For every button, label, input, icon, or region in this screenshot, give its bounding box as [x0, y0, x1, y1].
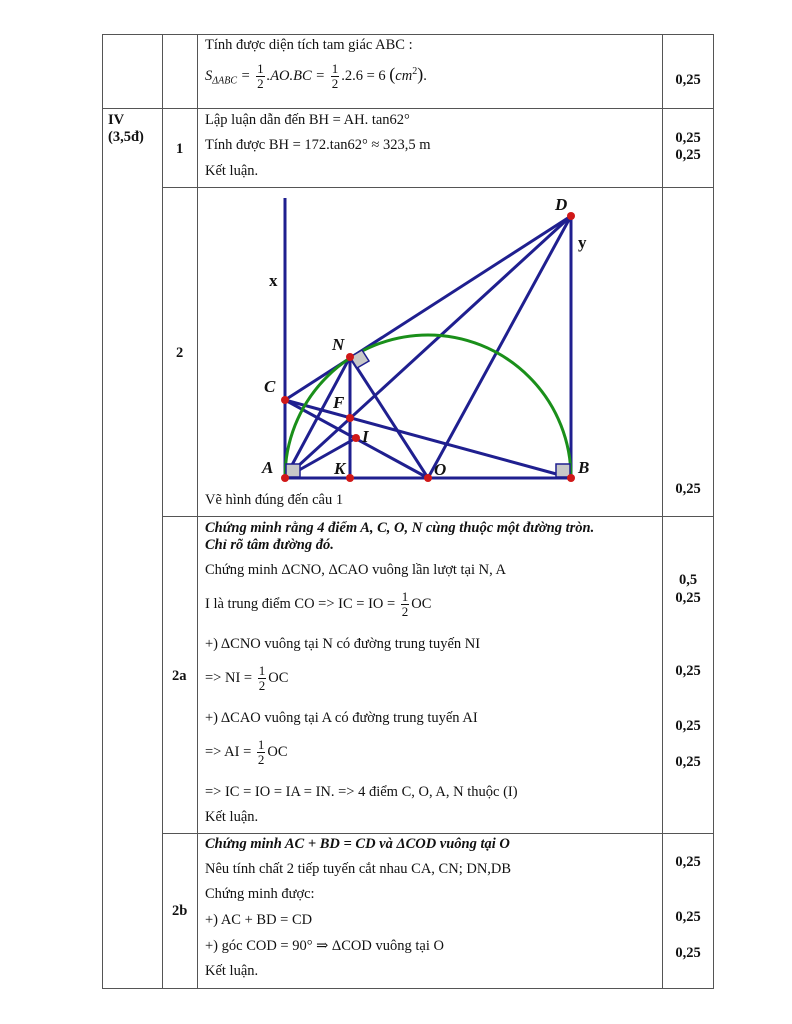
score: 0,25 — [675, 130, 701, 146]
segment-no — [350, 357, 428, 478]
label-o: O — [434, 460, 447, 479]
col-divider-2 — [197, 34, 198, 989]
score: 0,25 — [675, 590, 701, 606]
point-c — [281, 396, 289, 404]
score: 0,25 — [675, 945, 701, 961]
part2a-line: +) ΔCNO vuông tại N có đường trung tuyến NI — [205, 636, 481, 652]
label-f: F — [333, 393, 345, 412]
part2a-line: => NI = $\frac{1}{2}$ OC — [205, 663, 289, 693]
point-b — [567, 474, 575, 482]
row-divider-iv — [102, 108, 714, 109]
point-d — [567, 212, 575, 220]
label-i: I — [362, 427, 369, 446]
part-number: 2a — [172, 668, 187, 684]
part-number: 2 — [176, 345, 184, 361]
semicircle-arc — [285, 335, 571, 478]
col-divider-3 — [662, 34, 663, 989]
part2b-line: +) AC + BD = CD — [205, 912, 313, 928]
score: 0,25 — [675, 481, 701, 497]
part2a-line: => AI = $\frac{1}{2}$ OC — [205, 737, 288, 767]
label-n: N — [332, 335, 345, 354]
part1-line: Kết luận. — [205, 163, 259, 179]
label-k: K — [334, 459, 346, 478]
part2a-line: Kết luận. — [205, 809, 259, 825]
label-y: y — [578, 233, 587, 252]
label-b: B — [578, 458, 590, 477]
part2b-line: Chứng minh được: — [205, 886, 315, 902]
part2a-line: +) ΔCAO vuông tại A có đường trung tuyến AI — [205, 710, 478, 726]
point-k — [346, 474, 354, 482]
row-divider-2 — [162, 187, 714, 188]
label-d: D — [555, 195, 568, 214]
score: 0,25 — [675, 754, 701, 770]
score: 0,25 — [675, 718, 701, 734]
part1-line: Lập luận dẫn đến BH = AH. tan62° — [205, 112, 410, 128]
score: 0,25 — [675, 147, 701, 163]
part2a-title: Chứng minh rằng 4 điểm A, C, O, N cùng thuộc một đường tròn. — [205, 520, 595, 536]
figure-caption: Vẽ hình đúng đến câu 1 — [205, 492, 344, 508]
geometry-figure — [200, 190, 600, 495]
right-angle-a — [286, 464, 300, 477]
row-divider-2b — [162, 833, 714, 834]
geometry-diagram — [200, 190, 600, 490]
part2a-line: => IC = IO = IA = IN. => 4 điểm C, O, A, N thuộc (I) — [205, 784, 518, 800]
part2a-line: I là trung điểm CO => IC = IO = $\frac{1}{2}$ OC — [205, 589, 432, 619]
point-i — [352, 434, 360, 442]
score: 0,25 — [675, 909, 701, 925]
row-divider-2a — [162, 516, 714, 517]
part2b-title: Chứng minh AC + BD = CD và ΔCOD vuông tại O — [205, 836, 510, 852]
point-o — [424, 474, 432, 482]
part2a-line: Chứng minh ΔCNO, ΔCAO vuông lần lượt tại N, A — [205, 562, 507, 578]
figure-lines — [285, 198, 571, 478]
section-label: IV — [108, 112, 125, 128]
tangent-cd — [285, 216, 571, 400]
part2b-line: Kết luận. — [205, 963, 259, 979]
part2b-line: +) góc COD = 90° ⇒ ΔCOD vuông tại O — [205, 938, 444, 954]
label-x: x — [269, 271, 278, 290]
label-a: A — [262, 458, 274, 477]
score: 0,25 — [675, 72, 701, 88]
part-number: 2b — [172, 903, 188, 919]
area-text: Tính được diện tích tam giác ABC : — [205, 37, 413, 53]
part1-line: Tính được BH = 172.tan62° ≈ 323,5 m — [205, 137, 431, 153]
right-angle-b — [556, 464, 570, 477]
score: 0,25 — [675, 663, 701, 679]
part2b-line: Nêu tính chất 2 tiếp tuyến cắt nhau CA, CN; DN,DB — [205, 861, 512, 877]
segment-od — [428, 216, 571, 478]
area-formula: $S_{\Delta ABC}$ = $\frac{1}{2}$ .AO.BC = $\frac{1}{2}$ .2.6 = 6 $(cm^2)$. — [205, 61, 427, 91]
part-number: 1 — [176, 141, 184, 157]
part2a-title: Chỉ rõ tâm đường đó. — [205, 537, 334, 553]
col-divider-1 — [162, 34, 163, 989]
score: 0,25 — [675, 854, 701, 870]
score: 0,5 — [678, 572, 698, 588]
section-points: (3,5đ) — [108, 129, 144, 145]
label-c: C — [264, 377, 276, 396]
point-f — [346, 414, 354, 422]
right-angle-marks — [286, 350, 570, 477]
point-n — [346, 353, 354, 361]
point-a — [281, 474, 289, 482]
